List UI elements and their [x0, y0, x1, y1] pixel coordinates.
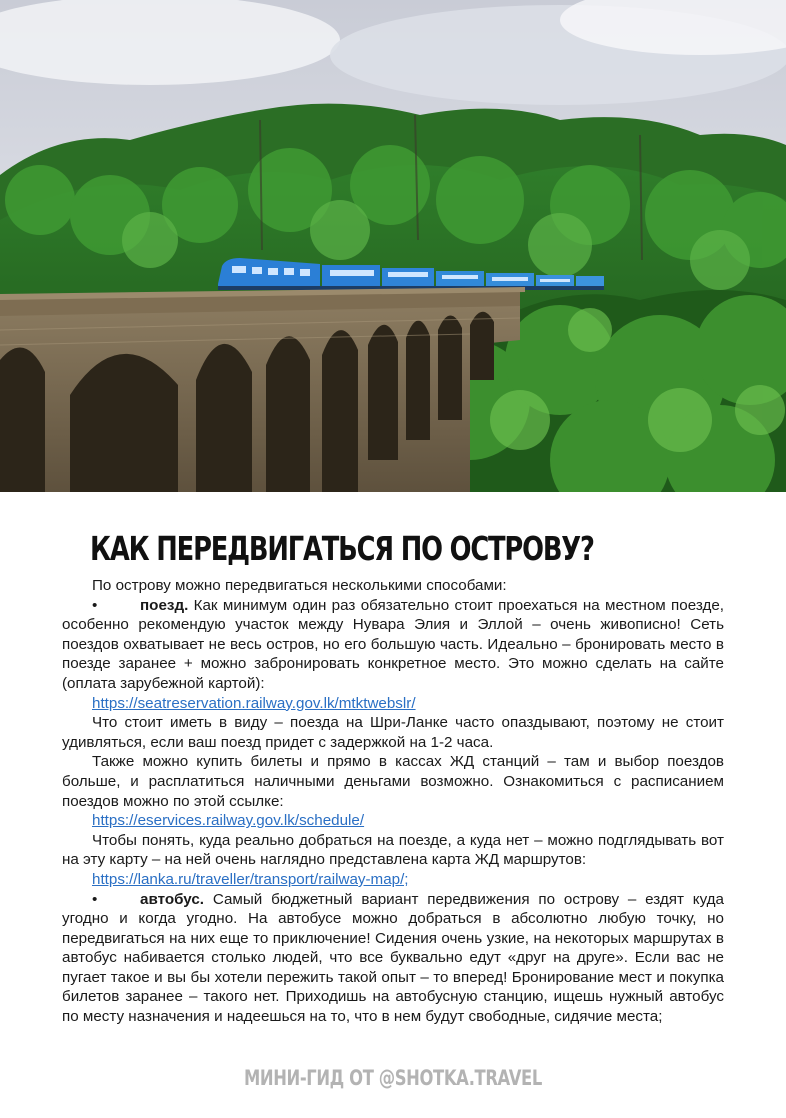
seat-reservation-link[interactable]: https://seatreservation.railway.gov.lk/mtktwebslr/	[92, 694, 416, 712]
bullet-icon: •	[92, 596, 98, 614]
footer-text: МИНИ-ГИД ОТ @SHOTKA.TRAVEL	[244, 1066, 542, 1090]
train-bridge-illustration	[0, 0, 786, 492]
bullet-icon: •	[92, 890, 98, 908]
train-label: поезд.	[140, 596, 189, 614]
bus-label: автобус.	[140, 890, 205, 908]
article-content	[62, 528, 724, 1027]
intro-paragraph: По острову можно передвигаться несколькими способами:	[92, 577, 507, 594]
page-title: КАК ПЕРЕДВИГАТЬСЯ ПО ОСТРОВУ?	[90, 529, 594, 568]
footer-brand	[0, 1066, 786, 1090]
railway-map-link[interactable]: https://lanka.ru/traveller/transport/railway-map/;	[92, 870, 409, 888]
train-bullet	[62, 596, 724, 694]
bus-text: Самый бюджетный вариант передвижения по острову – ездят куда угодно и когда угодно. На автобусе можно добраться в абсолютно любую точку, но передвигаться на них еще то приключение! Сидения очень узкие, на некоторых маршрутах в автобус набивается столько людей, что все буквально едут «друг на друге». Если вас не пугает такое и вы бы хотели пережить такой опыт – то вперед! Бронирование мест и покупка билетов заранее – такого нет. Приходишь на автобусную станцию, ищешь нужный автобус по месту назначения и надеешься на то, что в нем будут свободные, сидячие места;	[62, 890, 724, 1026]
train-tickets-paragraph: Также можно купить билеты и прямо в кассах ЖД станций – там и выбор поездов больше, и расплатиться наличными деньгами возможно. Ознакомиться с расписанием поездов можно по этой ссылке:	[62, 753, 724, 810]
train-schedule-link[interactable]: https://eservices.railway.gov.lk/schedule/	[92, 812, 365, 830]
train-map-paragraph: Чтобы понять, куда реально добраться на поезде, а куда нет – можно подглядывать вот на эту карту – на ней очень наглядно представлена карта ЖД маршрутов:	[62, 831, 724, 869]
hero-photo	[0, 0, 786, 492]
train-text: Как минимум один раз обязательно стоит проехаться на местном поезде, особенно рекомендую участок между Нувара Элия и Эллой – очень живописно! Сеть поездов охватывает не весь остров, но его большую часть. Идеально – бронировать место в поезде заранее + можно забронировать конкретное место. Это можно сделать на сайте (оплата зарубежной картой):	[62, 596, 724, 692]
train-delay-paragraph: Что стоит иметь в виду – поезда на Шри-Ланке часто опаздывают, поэтому не стоит удивляться, если ваш поезд придет с задержкой на 1-2 часа.	[62, 714, 724, 751]
bus-bullet	[62, 890, 724, 1027]
